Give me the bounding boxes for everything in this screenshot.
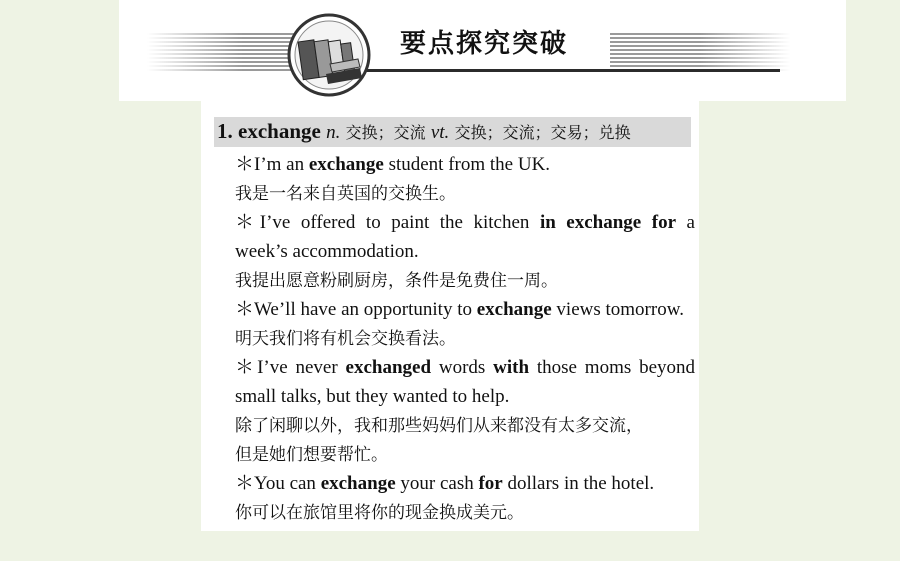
pos-noun: n. <box>326 122 341 143</box>
gloss-noun: 交换；交流 <box>345 123 426 142</box>
example-2-en-line2: week’s accommodation. <box>235 241 419 262</box>
example-1-en: ＊I’m an exchange student from the UK. <box>235 154 551 175</box>
example-4-en-line1: ＊I’ve never exchanged words with those moms beyond <box>235 357 696 378</box>
book-stack-icon <box>286 12 372 98</box>
entry-number: 1. <box>217 119 233 143</box>
example-3-en: ＊We’ll have an opportunity to exchange views tomorrow. <box>235 299 684 320</box>
decorative-stripes-left <box>147 33 307 71</box>
section-title: 要点探究突破 <box>400 29 569 59</box>
example-3-zh: 明天我们将有机会交换看法。 <box>235 329 456 349</box>
entry-heading <box>214 117 691 147</box>
content-panel <box>201 101 699 531</box>
example-4-zh-line1: 除了闲聊以外，我和那些妈妈们从来都没有太多交流， <box>235 416 643 436</box>
entry-word: exchange <box>238 119 321 143</box>
example-1-zh: 我是一名来自英国的交换生。 <box>235 184 456 204</box>
example-5-en: ＊You can exchange your cash for dollars in the hotel. <box>235 473 655 494</box>
example-2-en-line1: ＊I’ve offered to paint the kitchen in exchange for a <box>235 212 695 233</box>
decorative-stripes-right <box>610 33 790 71</box>
example-4-zh-line2: 但是她们想要帮忙。 <box>235 445 388 465</box>
example-4-en-line2: small talks, but they wanted to help. <box>235 386 510 407</box>
gloss-verb: 交换；交流；交易；兑换 <box>454 123 631 142</box>
example-5-zh: 你可以在旅馆里将你的现金换成美元。 <box>235 503 524 523</box>
title-underline <box>350 69 780 72</box>
example-2-zh: 我提出愿意粉刷厨房，条件是免费住一周。 <box>235 271 558 291</box>
pos-verb: vt. <box>430 122 450 143</box>
